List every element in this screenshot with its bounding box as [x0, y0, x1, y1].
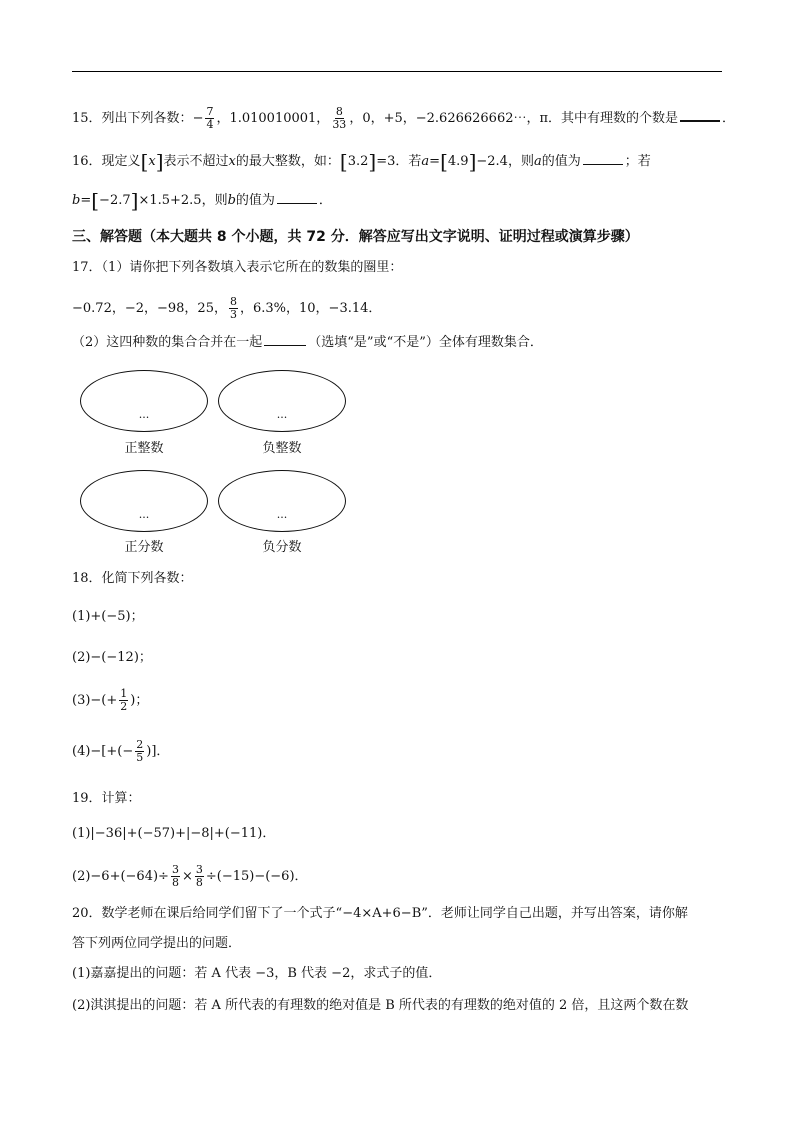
frac-numerator: 2 — [136, 738, 144, 751]
section-3-heading: 三、解答题（本大题共 8 个小题，共 72 分．解答应写出文字说明、证明过程或演算步骤） — [72, 229, 639, 245]
equals: = — [429, 154, 441, 169]
set-negative-integers[interactable] — [218, 370, 346, 432]
q19-item-2 — [72, 864, 308, 889]
q17-number: 17． — [72, 260, 102, 275]
bracket-open: [ — [440, 149, 448, 174]
bracket-close: ] — [155, 149, 164, 174]
q17-number-list — [72, 296, 381, 321]
q17-answer-blank[interactable] — [264, 331, 306, 346]
times-sign: × — [181, 869, 193, 884]
q19-title: 计算： — [101, 791, 141, 806]
q19-item-2-pre: (2)−6+(−64)÷ — [72, 869, 169, 884]
q15-number-list-2: ，0，+5，−2.626626662⋯，π．其中有理数的个数是 — [349, 111, 679, 126]
q20-text: 数学老师在课后给同学们留下了一个式子“−4×A+6−B”．老师让同学自己出题，并写出答案，请你解 — [101, 906, 688, 921]
q20-text-cont: 答下列两位同学提出的问题． — [72, 936, 242, 951]
q18-item-3 — [72, 688, 148, 713]
q16-text: =3．若 — [376, 154, 422, 169]
question-16 — [72, 150, 651, 172]
q16-example-value: 3.2 — [347, 154, 369, 169]
question-15 — [72, 106, 735, 131]
set-dots: ... — [276, 508, 288, 521]
q18-item-3-post: )； — [130, 693, 149, 708]
set-positive-integers[interactable] — [80, 370, 208, 432]
set-positive-fractions[interactable] — [80, 470, 208, 532]
bracket-close: ] — [368, 149, 377, 174]
q18-item-1: (1)+(−5)； — [72, 609, 144, 624]
var-b: b — [227, 193, 236, 208]
frac-denominator: 3 — [229, 308, 237, 321]
q15-lead: 列出下列各数： — [101, 111, 193, 126]
q16-text: 的最大整数，如： — [235, 154, 340, 169]
frac-denominator: 4 — [206, 118, 214, 131]
q15-answer-blank[interactable] — [680, 106, 720, 122]
question-18 — [72, 569, 193, 589]
question-19 — [72, 789, 141, 809]
q17-fraction — [229, 296, 238, 321]
q15-number-list-1: ，1.010010001， — [216, 111, 330, 126]
q16-value: −2.7 — [99, 193, 131, 208]
q16-text: −2.4，则 — [476, 154, 534, 169]
set-dots: ... — [138, 508, 150, 521]
var-a: a — [421, 154, 430, 169]
frac-denominator: 8 — [171, 876, 179, 889]
q15-fraction-2 — [331, 106, 347, 131]
q20-item-1: (1)嘉嘉提出的问题：若 A 代表 −3，B 代表 −2，求式子的值． — [72, 966, 442, 981]
var-x: x — [148, 154, 156, 169]
q18-item-4-post: )]． — [146, 744, 170, 759]
q15-number: 15． — [72, 111, 102, 126]
q18-title: 化简下列各数： — [101, 571, 193, 586]
q18-item-3-pre: (3)−(+ — [72, 693, 118, 708]
q17-numbers-a: −0.72，−2，−98，25， — [72, 301, 227, 316]
var-b: b — [72, 193, 81, 208]
bracket-open: [ — [91, 188, 100, 213]
q17-numbers-b: ，6.3%，10，−3.14． — [239, 301, 382, 316]
q18-item-4-fraction — [135, 739, 144, 764]
q18-item-4-pre: (4)−[+(− — [72, 744, 134, 759]
q16-text: 表示不超过 — [163, 154, 229, 169]
frac-numerator: 8 — [335, 105, 343, 118]
frac-numerator: 8 — [229, 295, 237, 308]
q18-item-3-fraction — [119, 688, 128, 713]
q17-part2-text: （2）这四种数的集合合并在一起 — [72, 335, 263, 350]
set-label: 负整数 — [262, 441, 302, 456]
q17-part2 — [72, 331, 543, 353]
set-dots: ... — [138, 408, 150, 421]
q18-item-2: (2)−(−12)； — [72, 650, 152, 665]
frac-denominator: 2 — [120, 700, 128, 713]
q15-end: ． — [722, 111, 736, 126]
q16-number: 16． — [72, 154, 102, 169]
bracket-close: ] — [468, 149, 477, 174]
q19-item-2-post: ÷(−15)−(−6)． — [205, 869, 308, 884]
question-17 — [72, 258, 402, 278]
q16-text: 现定义 — [101, 154, 141, 169]
q16-value: 4.9 — [447, 154, 469, 169]
frac-numerator: 1 — [120, 687, 128, 700]
q20-number: 20． — [72, 906, 102, 921]
set-negative-fractions[interactable] — [218, 470, 346, 532]
q15-fraction-1 — [205, 106, 214, 131]
question-20 — [72, 904, 688, 924]
bracket-open: [ — [140, 149, 149, 174]
q19-fraction-2 — [195, 864, 204, 889]
q19-fraction-1 — [171, 864, 180, 889]
set-label: 正整数 — [124, 441, 164, 456]
frac-denominator: 5 — [136, 751, 144, 764]
equals: = — [80, 193, 92, 208]
q18-item-4 — [72, 739, 169, 764]
var-x: x — [228, 154, 236, 169]
q19-number: 19． — [72, 791, 102, 806]
q16-text: ×1.5+2.5，则 — [138, 193, 228, 208]
q19-item-1: (1)|−36|+(−57)+|−8|+(−11)． — [72, 826, 276, 841]
q17-part1: （1）请你把下列各数填入表示它所在的数集的圈里： — [101, 260, 403, 275]
q16-text: ；若 — [624, 154, 651, 169]
q16-end: ． — [318, 193, 332, 208]
q16-answer-blank-b[interactable] — [277, 189, 317, 204]
header-rule — [72, 71, 722, 72]
frac-numerator: 3 — [195, 863, 203, 876]
frac-numerator: 3 — [171, 863, 179, 876]
set-label: 负分数 — [262, 540, 302, 555]
frac-denominator: 8 — [195, 876, 203, 889]
question-16-cont — [72, 189, 332, 211]
q15-sign: − — [192, 111, 204, 126]
q20-item-2: (2)淇淇提出的问题：若 A 所代表的有理数的绝对值是 B 所代表的有理数的绝对值的 2 倍，且这两个数在数 — [72, 998, 689, 1013]
var-a: a — [533, 154, 542, 169]
bracket-close: ] — [130, 188, 139, 213]
q16-text: 的值为 — [541, 154, 581, 169]
q16-text: 的值为 — [235, 193, 275, 208]
bracket-open: [ — [339, 149, 348, 174]
set-dots: ... — [276, 408, 288, 421]
set-label: 正分数 — [124, 540, 164, 555]
q18-number: 18． — [72, 571, 102, 586]
q17-part2-text: （选填“是”或“不是”）全体有理数集合． — [308, 335, 543, 350]
frac-denominator: 33 — [332, 118, 347, 131]
q16-answer-blank-a[interactable] — [583, 150, 623, 165]
frac-numerator: 7 — [206, 105, 214, 118]
